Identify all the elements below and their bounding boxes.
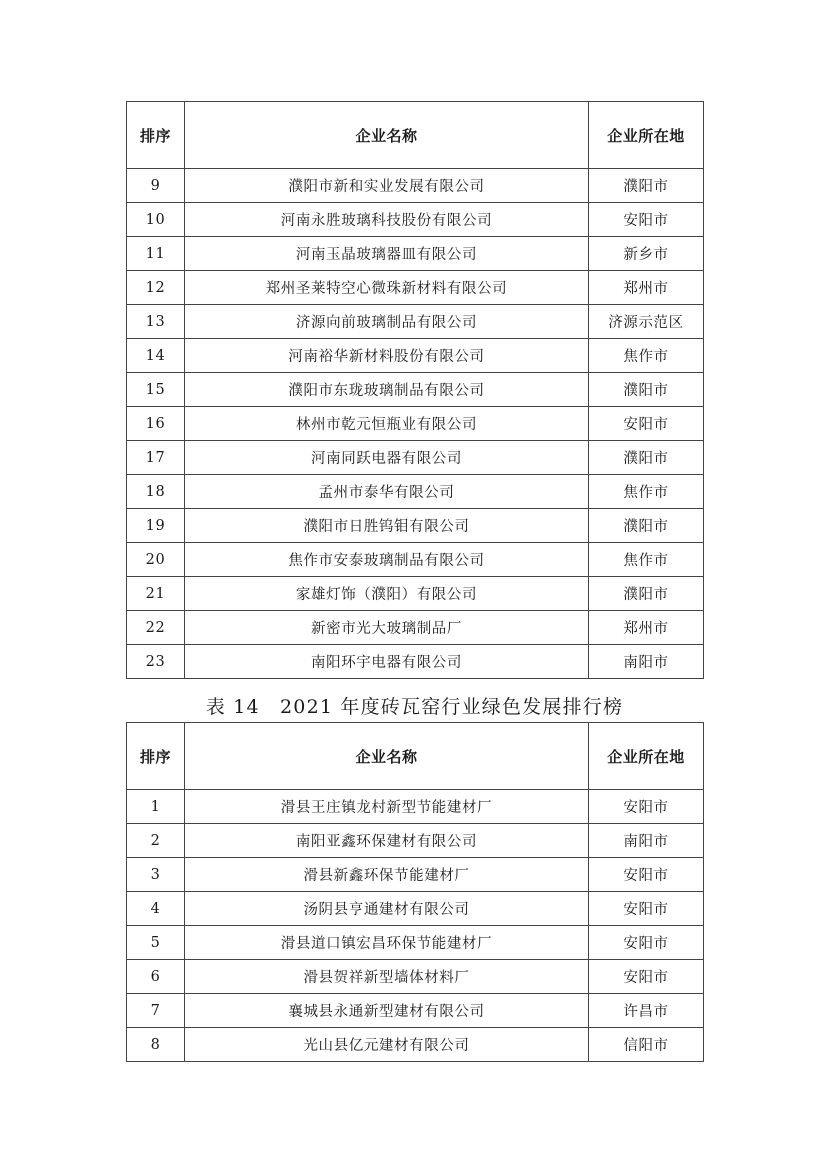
header-company: 企业名称 — [185, 102, 589, 169]
cell-location: 焦作市 — [589, 543, 704, 577]
cell-location: 濮阳市 — [589, 577, 704, 611]
cell-rank: 22 — [127, 611, 185, 645]
table-row — [127, 645, 704, 679]
cell-rank: 17 — [127, 441, 185, 475]
cell-company: 濮阳市东珑玻璃制品有限公司 — [185, 373, 589, 407]
cell-company: 河南玉晶玻璃器皿有限公司 — [185, 237, 589, 271]
table-row — [127, 373, 704, 407]
cell-company: 焦作市安泰玻璃制品有限公司 — [185, 543, 589, 577]
cell-rank: 21 — [127, 577, 185, 611]
table-row — [127, 271, 704, 305]
table-row — [127, 203, 704, 237]
cell-company: 滑县王庄镇龙村新型节能建材厂 — [185, 790, 589, 824]
cell-company: 河南同跃电器有限公司 — [185, 441, 589, 475]
table-row — [127, 926, 704, 960]
cell-rank: 5 — [127, 926, 185, 960]
cell-company: 郑州圣莱特空心微珠新材料有限公司 — [185, 271, 589, 305]
cell-company: 汤阴县亨通建材有限公司 — [185, 892, 589, 926]
cell-company: 光山县亿元建材有限公司 — [185, 1028, 589, 1062]
cell-rank: 6 — [127, 960, 185, 994]
cell-location: 濮阳市 — [589, 509, 704, 543]
table-row — [127, 475, 704, 509]
header-rank: 排序 — [127, 102, 185, 169]
table-row — [127, 509, 704, 543]
cell-company: 濮阳市新和实业发展有限公司 — [185, 169, 589, 203]
header-company: 企业名称 — [185, 723, 589, 790]
cell-rank: 11 — [127, 237, 185, 271]
cell-company: 孟州市泰华有限公司 — [185, 475, 589, 509]
header-rank: 排序 — [127, 723, 185, 790]
cell-rank: 16 — [127, 407, 185, 441]
cell-rank: 10 — [127, 203, 185, 237]
table-row — [127, 892, 704, 926]
ranking-table-14 — [126, 722, 704, 1062]
table-row — [127, 543, 704, 577]
cell-rank: 15 — [127, 373, 185, 407]
cell-company: 濮阳市日胜钨钼有限公司 — [185, 509, 589, 543]
table-row — [127, 577, 704, 611]
table-row — [127, 960, 704, 994]
cell-rank: 1 — [127, 790, 185, 824]
cell-rank: 4 — [127, 892, 185, 926]
cell-location: 信阳市 — [589, 1028, 704, 1062]
table-row — [127, 237, 704, 271]
table-row — [127, 441, 704, 475]
cell-company: 襄城县永通新型建材有限公司 — [185, 994, 589, 1028]
cell-rank: 23 — [127, 645, 185, 679]
cell-location: 安阳市 — [589, 790, 704, 824]
table-header-row — [127, 723, 704, 790]
cell-company: 济源向前玻璃制品有限公司 — [185, 305, 589, 339]
table-row — [127, 169, 704, 203]
cell-company: 滑县新鑫环保节能建材厂 — [185, 858, 589, 892]
table-14-caption: 表 14 2021 年度砖瓦窑行业绿色发展排行榜 — [205, 696, 624, 718]
cell-location: 南阳市 — [589, 645, 704, 679]
cell-company: 南阳环宇电器有限公司 — [185, 645, 589, 679]
cell-company: 滑县道口镇宏昌环保节能建材厂 — [185, 926, 589, 960]
table-row — [127, 339, 704, 373]
cell-company: 南阳亚鑫环保建材有限公司 — [185, 824, 589, 858]
cell-rank: 18 — [127, 475, 185, 509]
cell-location: 濮阳市 — [589, 373, 704, 407]
cell-company: 新密市光大玻璃制品厂 — [185, 611, 589, 645]
cell-company: 河南裕华新材料股份有限公司 — [185, 339, 589, 373]
cell-company: 家雄灯饰（濮阳）有限公司 — [185, 577, 589, 611]
cell-location: 焦作市 — [589, 475, 704, 509]
cell-rank: 3 — [127, 858, 185, 892]
header-location: 企业所在地 — [589, 102, 704, 169]
table-row — [127, 790, 704, 824]
cell-location: 许昌市 — [589, 994, 704, 1028]
cell-rank: 9 — [127, 169, 185, 203]
cell-rank: 14 — [127, 339, 185, 373]
cell-location: 郑州市 — [589, 271, 704, 305]
cell-rank: 13 — [127, 305, 185, 339]
cell-location: 南阳市 — [589, 824, 704, 858]
cell-location: 安阳市 — [589, 858, 704, 892]
table-row — [127, 1028, 704, 1062]
table-row — [127, 611, 704, 645]
cell-location: 濮阳市 — [589, 169, 704, 203]
cell-location: 郑州市 — [589, 611, 704, 645]
table-row — [127, 824, 704, 858]
cell-location: 安阳市 — [589, 926, 704, 960]
cell-location: 济源示范区 — [589, 305, 704, 339]
cell-location: 安阳市 — [589, 203, 704, 237]
table-row — [127, 305, 704, 339]
table-row — [127, 994, 704, 1028]
cell-location: 安阳市 — [589, 960, 704, 994]
cell-location: 安阳市 — [589, 892, 704, 926]
cell-rank: 20 — [127, 543, 185, 577]
cell-rank: 7 — [127, 994, 185, 1028]
cell-location: 安阳市 — [589, 407, 704, 441]
table-row — [127, 858, 704, 892]
cell-rank: 8 — [127, 1028, 185, 1062]
cell-rank: 2 — [127, 824, 185, 858]
cell-company: 林州市乾元恒瓶业有限公司 — [185, 407, 589, 441]
ranking-table-13 — [126, 101, 704, 679]
header-location: 企业所在地 — [589, 723, 704, 790]
cell-rank: 19 — [127, 509, 185, 543]
table-header-row — [127, 102, 704, 169]
cell-location: 焦作市 — [589, 339, 704, 373]
cell-rank: 12 — [127, 271, 185, 305]
table-row — [127, 407, 704, 441]
cell-company: 滑县贺祥新型墙体材料厂 — [185, 960, 589, 994]
cell-location: 濮阳市 — [589, 441, 704, 475]
cell-company: 河南永胜玻璃科技股份有限公司 — [185, 203, 589, 237]
cell-location: 新乡市 — [589, 237, 704, 271]
